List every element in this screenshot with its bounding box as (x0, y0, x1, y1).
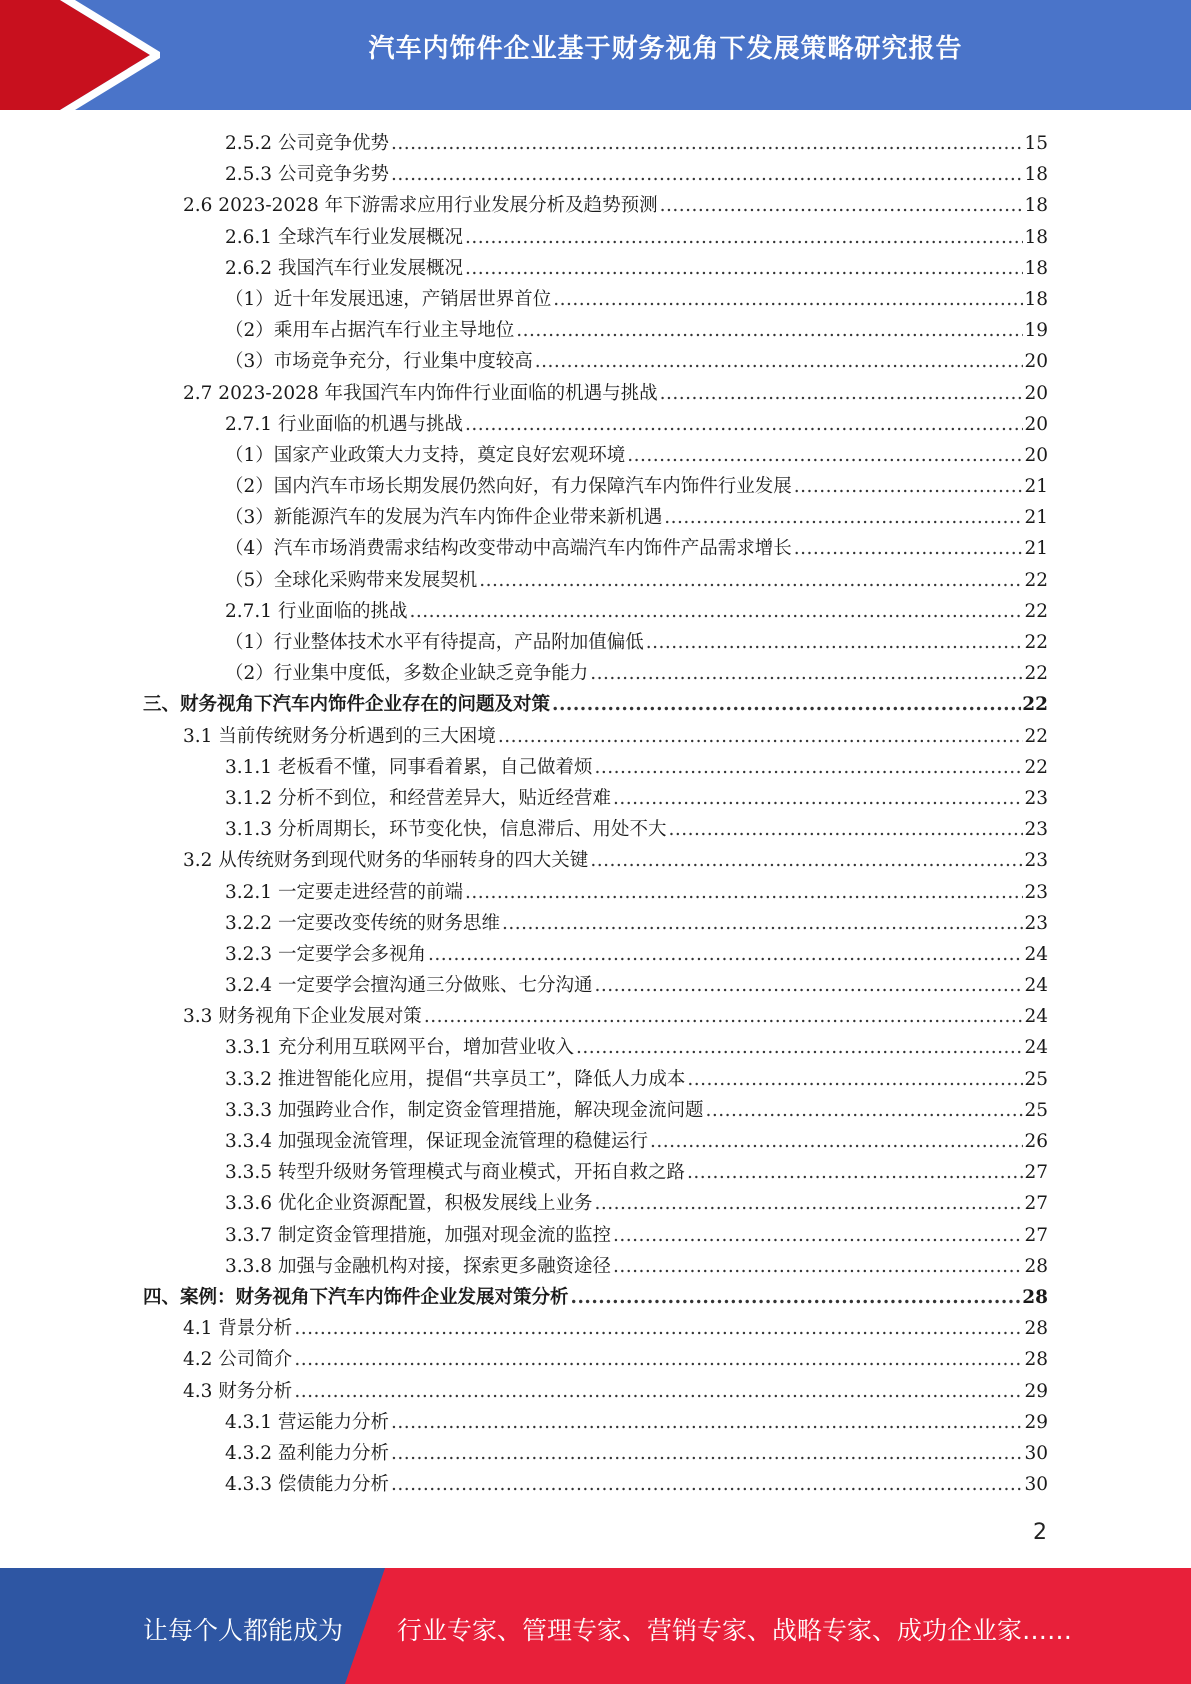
toc-entry-page: 20 (1024, 351, 1048, 373)
toc-entry-page: 23 (1024, 912, 1048, 934)
toc-entry-page: 18 (1024, 226, 1048, 248)
toc-entry[interactable] (143, 1282, 1048, 1313)
toc-dot-leader (794, 533, 1024, 564)
toc-entry[interactable] (225, 783, 1048, 814)
toc-entry[interactable] (225, 658, 1048, 689)
toc-dot-leader (479, 565, 1023, 596)
toc-entry-label: 3.3.5 转型升级财务管理模式与商业模式，开拓自救之路 (225, 1162, 685, 1184)
toc-entry[interactable] (183, 1344, 1048, 1375)
toc-entry-page: 23 (1024, 787, 1048, 809)
toc-entry-label: 3.2 从传统财务到现代财务的华丽转身的四大关键 (183, 850, 589, 872)
toc-entry[interactable] (225, 1095, 1048, 1126)
toc-entry-page: 18 (1024, 195, 1048, 217)
table-of-contents (0, 128, 1191, 1500)
toc-entry-page: 22 (1024, 725, 1048, 747)
toc-entry-page: 25 (1024, 1068, 1048, 1090)
toc-entry[interactable] (225, 440, 1048, 471)
toc-entry-label: 3.2.3 一定要学会多视角 (225, 943, 426, 965)
toc-dot-leader (627, 440, 1023, 471)
toc-dot-leader (794, 471, 1024, 502)
toc-dot-leader (391, 128, 1023, 159)
toc-entry[interactable] (225, 565, 1048, 596)
toc-dot-leader (552, 689, 1021, 720)
toc-entry[interactable] (225, 596, 1048, 627)
toc-dot-leader (553, 284, 1023, 315)
toc-entry[interactable] (225, 409, 1048, 440)
toc-entry-label: 3.3.1 充分利用互联网平台，增加营业收入 (225, 1037, 574, 1059)
toc-entry-page: 21 (1024, 507, 1048, 529)
toc-dot-leader (391, 1407, 1023, 1438)
toc-entry-page: 28 (1024, 1255, 1048, 1277)
toc-dot-leader (650, 1126, 1023, 1157)
toc-entry[interactable] (225, 253, 1048, 284)
toc-entry-label: 3.3.2 推进智能化应用，提倡“共享员工”，降低人力成本 (225, 1068, 686, 1090)
toc-entry-label: （3）新能源汽车的发展为汽车内饰件企业带来新机遇 (225, 507, 663, 529)
toc-dot-leader (687, 1157, 1023, 1188)
toc-entry[interactable] (143, 689, 1048, 720)
toc-entry-label: 3.1 当前传统财务分析遇到的三大困境 (183, 725, 496, 747)
toc-entry-page: 28 (1024, 1349, 1048, 1371)
toc-entry-label: 4.2 公司简介 (183, 1349, 293, 1371)
toc-entry-page: 22 (1024, 663, 1048, 685)
toc-dot-leader (687, 1064, 1023, 1095)
toc-entry-page: 24 (1024, 975, 1048, 997)
toc-dot-leader (613, 1251, 1023, 1282)
report-title: 汽车内饰件企业基于财务视角下发展策略研究报告 (368, 34, 963, 64)
toc-entry-page: 26 (1024, 1131, 1048, 1152)
toc-entry-label: （3）市场竞争充分，行业集中度较高 (225, 351, 533, 373)
toc-entry-page: 23 (1024, 850, 1048, 872)
toc-entry-label: 4.3.2 盈利能力分析 (225, 1442, 389, 1464)
toc-dot-leader (594, 752, 1023, 783)
toc-dot-leader (576, 1032, 1023, 1063)
toc-entry[interactable] (183, 1313, 1048, 1344)
toc-entry[interactable] (183, 721, 1048, 752)
toc-entry-page: 29 (1024, 1411, 1048, 1433)
toc-dot-leader (502, 908, 1023, 939)
toc-entry[interactable] (225, 752, 1048, 783)
toc-dot-leader (498, 721, 1024, 752)
toc-entry-label: 3.3.4 加强现金流管理，保证现金流管理的稳健运行 (225, 1131, 648, 1152)
toc-entry[interactable] (225, 284, 1048, 315)
toc-dot-leader (465, 253, 1023, 284)
toc-entry-page: 20 (1024, 444, 1048, 466)
toc-entry[interactable] (225, 1469, 1048, 1500)
toc-dot-leader (465, 222, 1023, 253)
toc-entry-page: 30 (1024, 1474, 1048, 1496)
toc-entry[interactable] (225, 1064, 1048, 1095)
toc-dot-leader (516, 315, 1023, 346)
toc-entry-label: 3.3.8 加强与金融机构对接，探索更多融资途径 (225, 1255, 611, 1277)
toc-entry[interactable] (225, 1157, 1048, 1188)
toc-dot-leader (664, 502, 1023, 533)
toc-entry-label: （1）国家产业政策大力支持，奠定良好宏观环境 (225, 444, 626, 466)
toc-dot-leader (668, 814, 1023, 845)
toc-entry-label: （4）汽车市场消费需求结构改变带动中高端汽车内饰件产品需求增长 (225, 538, 792, 560)
toc-entry-label: 3.3 财务视角下企业发展对策 (183, 1006, 422, 1028)
toc-entry-label: 4.3.1 营运能力分析 (225, 1411, 389, 1433)
toc-entry-label: 三、财务视角下汽车内饰件企业存在的问题及对策 (143, 694, 551, 716)
toc-entry-page: 18 (1024, 257, 1048, 279)
toc-entry-label: （2）行业集中度低，多数企业缺乏竞争能力 (225, 663, 589, 685)
toc-entry[interactable] (225, 939, 1048, 970)
toc-entry-page: 18 (1024, 164, 1048, 186)
toc-entry-label: （1）行业整体技术水平有待提高，产品附加值偏低 (225, 632, 644, 653)
toc-dot-leader (465, 409, 1023, 440)
toc-entry[interactable] (225, 471, 1048, 502)
toc-entry-label: 2.6 2023-2028 年下游需求应用行业发展分析及趋势预测 (183, 195, 658, 217)
toc-entry-label: 2.7.1 行业面临的机遇与挑战 (225, 413, 463, 435)
toc-dot-leader (594, 970, 1023, 1001)
toc-entry-page: 22 (1024, 569, 1048, 591)
toc-entry[interactable] (225, 1251, 1048, 1282)
toc-entry[interactable] (225, 1188, 1048, 1219)
toc-entry[interactable] (225, 1032, 1048, 1063)
toc-entry-label: 3.1.1 老板看不懂，同事看着累，自己做着烦 (225, 756, 593, 778)
toc-dot-leader (294, 1376, 1023, 1407)
toc-entry-label: 4.3.3 偿债能力分析 (225, 1474, 389, 1496)
toc-entry-page: 25 (1024, 1099, 1048, 1121)
toc-dot-leader (428, 939, 1023, 970)
toc-entry-label: 3.2.1 一定要走进经营的前端 (225, 881, 463, 903)
toc-entry-page: 22 (1024, 756, 1048, 778)
toc-entry[interactable] (183, 845, 1048, 876)
toc-dot-leader (391, 159, 1023, 190)
toc-entry-page: 21 (1024, 476, 1048, 498)
toc-entry[interactable] (225, 1220, 1048, 1251)
toc-dot-leader (294, 1313, 1023, 1344)
toc-entry-page: 28 (1024, 1318, 1048, 1340)
toc-entry-page: 22 (1022, 694, 1048, 716)
toc-entry-page: 24 (1024, 1037, 1048, 1059)
page-number: 2 (1033, 1520, 1047, 1545)
toc-dot-leader (391, 1469, 1023, 1500)
toc-entry-page: 15 (1024, 133, 1048, 154)
toc-dot-leader (391, 1438, 1023, 1469)
toc-entry-page: 24 (1024, 943, 1048, 965)
footer-slogan-right: 行业专家、管理专家、营销专家、战略专家、成功企业家…… (397, 1616, 1073, 1645)
toc-dot-leader (660, 378, 1024, 409)
page-header (0, 0, 1191, 110)
toc-entry[interactable] (225, 627, 1048, 658)
toc-dot-leader (535, 346, 1024, 377)
toc-entry[interactable] (225, 877, 1048, 908)
toc-dot-leader (613, 783, 1023, 814)
toc-entry[interactable] (225, 1407, 1048, 1438)
toc-entry-label: 2.7 2023-2028 年我国汽车内饰件行业面临的机遇与挑战 (183, 382, 658, 404)
toc-entry[interactable] (225, 346, 1048, 377)
toc-entry-page: 27 (1024, 1224, 1048, 1246)
toc-entry-page: 28 (1022, 1286, 1048, 1308)
toc-entry[interactable] (225, 222, 1048, 253)
toc-entry-label: 3.1.2 分析不到位，和经营差异大，贴近经营难 (225, 787, 611, 809)
toc-entry[interactable] (225, 1126, 1048, 1157)
toc-dot-leader (646, 627, 1024, 658)
toc-entry-page: 27 (1024, 1162, 1048, 1184)
toc-dot-leader (571, 1282, 1022, 1313)
page-footer (0, 1568, 1191, 1684)
toc-entry-label: 3.3.7 制定资金管理措施，加强对现金流的监控 (225, 1224, 611, 1246)
toc-entry-label: 3.2.4 一定要学会擅沟通三分做账、七分沟通 (225, 975, 593, 997)
toc-entry[interactable] (183, 1376, 1048, 1407)
toc-entry-label: 3.3.3 加强跨业合作，制定资金管理措施，解决现金流问题 (225, 1099, 704, 1121)
toc-entry-page: 20 (1024, 413, 1048, 435)
toc-entry-label: （2）乘用车占据汽车行业主导地位 (225, 320, 515, 342)
footer-slogan-left: 让每个人都能成为 (143, 1616, 344, 1645)
toc-entry-page: 22 (1024, 600, 1048, 622)
toc-entry[interactable] (183, 1001, 1048, 1032)
toc-dot-leader (465, 877, 1023, 908)
toc-entry[interactable] (225, 315, 1048, 346)
toc-entry-label: 4.1 背景分析 (183, 1318, 293, 1340)
toc-entry-page: 19 (1024, 320, 1048, 342)
toc-dot-leader (294, 1344, 1023, 1375)
toc-entry-page: 18 (1024, 288, 1048, 310)
toc-entry-page: 29 (1024, 1380, 1048, 1402)
toc-entry-label: 2.5.2 公司竞争优势 (225, 133, 389, 154)
toc-dot-leader (613, 1220, 1023, 1251)
toc-entry[interactable] (225, 128, 1048, 159)
toc-entry[interactable] (225, 502, 1048, 533)
toc-dot-leader (660, 190, 1024, 221)
toc-entry[interactable] (225, 159, 1048, 190)
toc-dot-leader (409, 596, 1023, 627)
toc-entry-page: 30 (1024, 1442, 1048, 1464)
toc-entry-label: 2.7.1 行业面临的挑战 (225, 600, 408, 622)
toc-entry-page: 27 (1024, 1193, 1048, 1215)
toc-dot-leader (590, 658, 1023, 689)
toc-entry[interactable] (225, 970, 1048, 1001)
toc-entry[interactable] (225, 814, 1048, 845)
toc-entry-label: 四、案例：财务视角下汽车内饰件企业发展对策分析 (143, 1286, 569, 1308)
toc-entry-label: 2.5.3 公司竞争劣势 (225, 164, 389, 186)
toc-entry-label: （2）国内汽车市场长期发展仍然向好，有力保障汽车内饰件行业发展 (225, 476, 792, 498)
toc-entry-label: 2.6.2 我国汽车行业发展概况 (225, 257, 463, 279)
toc-entry[interactable] (225, 533, 1048, 564)
toc-entry-page: 23 (1024, 819, 1048, 841)
toc-entry[interactable] (225, 908, 1048, 939)
toc-entry-label: 4.3 财务分析 (183, 1380, 293, 1402)
toc-entry-page: 23 (1024, 881, 1048, 903)
toc-entry[interactable] (183, 378, 1048, 409)
toc-entry[interactable] (225, 1438, 1048, 1469)
toc-dot-leader (705, 1095, 1023, 1126)
toc-entry-label: （1）近十年发展迅速，产销居世界首位 (225, 288, 552, 310)
toc-dot-leader (424, 1001, 1024, 1032)
toc-entry-label: 2.6.1 全球汽车行业发展概况 (225, 226, 463, 248)
toc-dot-leader (594, 1188, 1023, 1219)
toc-entry-label: 3.2.2 一定要改变传统的财务思维 (225, 912, 500, 934)
toc-entry-page: 24 (1024, 1006, 1048, 1028)
toc-entry-label: （5）全球化采购带来发展契机 (225, 569, 478, 591)
toc-entry-page: 20 (1024, 382, 1048, 404)
toc-entry[interactable] (183, 190, 1048, 221)
toc-entry-page: 22 (1024, 632, 1048, 653)
toc-entry-label: 3.3.6 优化企业资源配置，积极发展线上业务 (225, 1193, 593, 1215)
toc-entry-page: 21 (1024, 538, 1048, 560)
toc-dot-leader (590, 845, 1023, 876)
toc-entry-label: 3.1.3 分析周期长，环节变化快，信息滞后、用处不大 (225, 819, 667, 841)
header-red-chevron (0, 0, 160, 110)
